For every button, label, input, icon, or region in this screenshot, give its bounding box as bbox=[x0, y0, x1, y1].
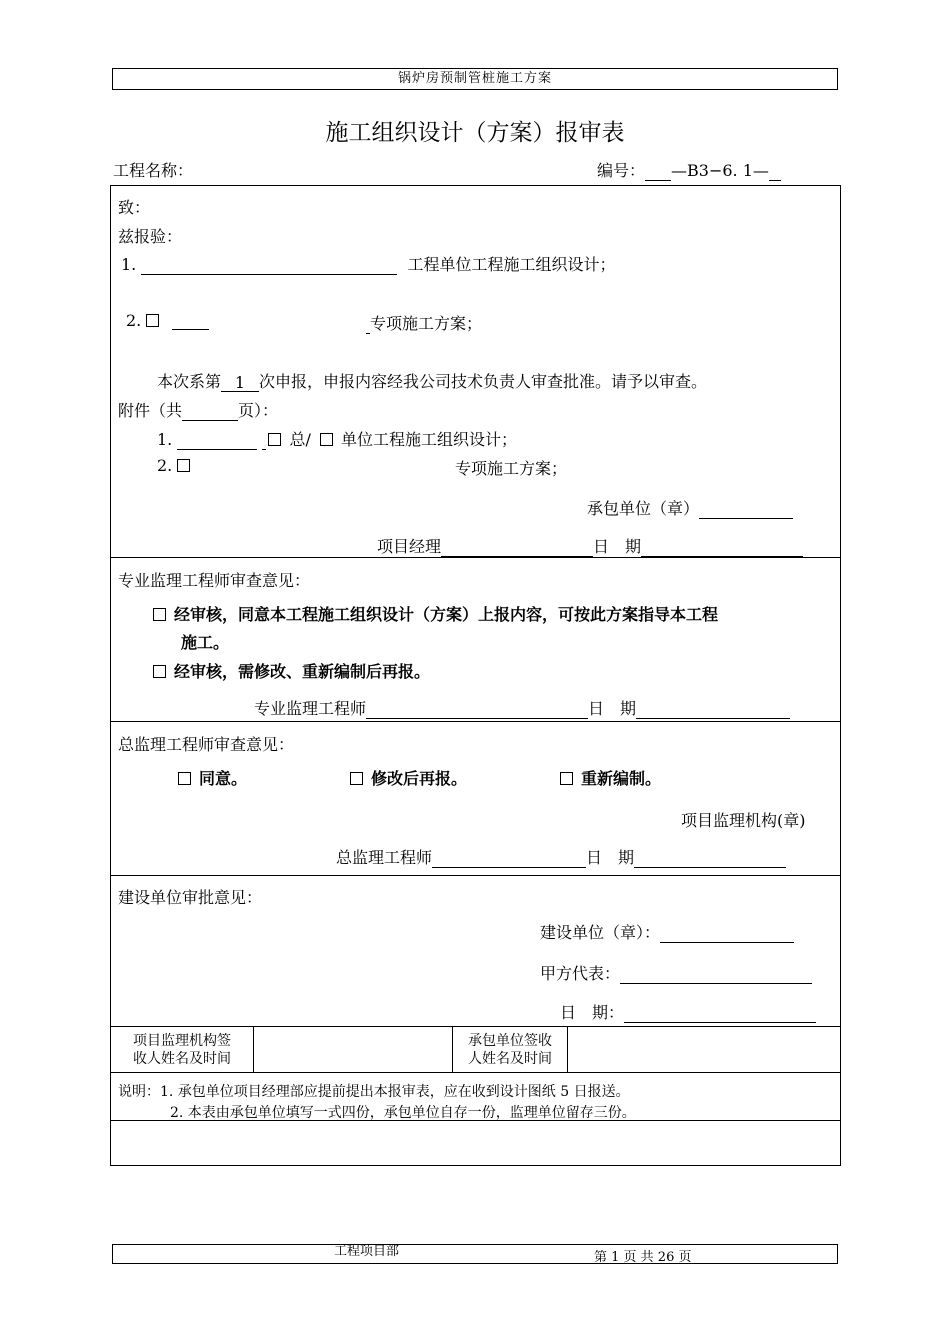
contractor-receipt-field[interactable] bbox=[568, 1027, 840, 1072]
submit-label: 兹报验： bbox=[118, 227, 183, 246]
chief-option-revise bbox=[350, 766, 467, 789]
chief-signature bbox=[336, 845, 786, 868]
attachments-count-field[interactable] bbox=[182, 402, 238, 421]
owner-date-field[interactable] bbox=[624, 1004, 816, 1023]
row-divider-2 bbox=[110, 721, 841, 722]
attachment-1-checkbox-total[interactable] bbox=[268, 433, 281, 446]
owner-rep-field[interactable] bbox=[620, 965, 812, 984]
contractor-receipt-label-line2: 人姓名及时间 bbox=[468, 1051, 552, 1067]
row-divider-1 bbox=[110, 557, 841, 558]
item-2-checkbox[interactable] bbox=[146, 314, 159, 327]
item-1-text: 工程单位工程施工组织设计； bbox=[407, 255, 616, 274]
attachment-2-number: 2. bbox=[157, 456, 173, 475]
specialist-option-1 bbox=[153, 602, 718, 625]
specialist-option-2 bbox=[153, 659, 430, 682]
item-2-field[interactable] bbox=[172, 311, 209, 330]
owner-opinion-heading: 建设单位审批意见： bbox=[118, 888, 263, 907]
specialist-date-field[interactable] bbox=[636, 700, 790, 719]
pm-field[interactable] bbox=[441, 538, 593, 557]
pm-date-label: 日 期 bbox=[593, 537, 642, 556]
contractor-field[interactable] bbox=[699, 500, 793, 519]
item-2 bbox=[126, 311, 209, 330]
table-top-border bbox=[110, 185, 841, 186]
document-footer bbox=[112, 1244, 838, 1264]
chief-option-agree-text: 同意。 bbox=[199, 769, 248, 788]
pm-signature bbox=[377, 534, 803, 557]
specialist-option-1-cont: 施工。 bbox=[181, 633, 230, 652]
pm-date-field[interactable] bbox=[641, 538, 803, 557]
chief-option-rewrite bbox=[560, 766, 661, 789]
table-left-border bbox=[110, 185, 111, 1166]
attachment-1-field[interactable] bbox=[177, 431, 257, 450]
chief-option-agree-checkbox[interactable] bbox=[178, 772, 191, 785]
owner-rep-label: 甲方代表： bbox=[540, 964, 621, 983]
form-number-blank[interactable] bbox=[645, 162, 671, 181]
chief-label: 总监理工程师 bbox=[336, 848, 433, 867]
chief-opinion-heading: 总监理工程师审查意见： bbox=[118, 735, 295, 754]
document-header bbox=[112, 68, 838, 90]
form-number-label: 编号： bbox=[597, 161, 646, 180]
specialist-option-1-text: 经审核，同意本工程施工组织设计（方案）上报内容，可按此方案指导本工程 bbox=[174, 605, 719, 624]
specialist-label: 专业监理工程师 bbox=[254, 699, 367, 718]
chief-option-revise-checkbox[interactable] bbox=[350, 772, 363, 785]
specialist-signature bbox=[254, 696, 790, 719]
to-label: 致： bbox=[118, 198, 151, 217]
note-line-2: 2. 本表由承包单位填写一式四份，承包单位自存一份，监理单位留存三份。 bbox=[170, 1105, 636, 1121]
attachment-1-number: 1. bbox=[157, 430, 173, 449]
contractor-receipt-label bbox=[453, 1032, 567, 1068]
specialist-option-2-checkbox[interactable] bbox=[153, 665, 166, 678]
attachment-2-checkbox[interactable] bbox=[177, 459, 190, 472]
pm-label: 项目经理 bbox=[377, 537, 442, 556]
footer-page-number: 第 1 页 共 26 页 bbox=[594, 1250, 692, 1265]
table-bottom-border bbox=[110, 1165, 841, 1166]
supervision-org-seal: 项目监理机构(章) bbox=[681, 811, 806, 830]
item-1 bbox=[121, 252, 616, 275]
attachment-1-total: 总/ bbox=[289, 430, 311, 449]
chief-option-rewrite-checkbox[interactable] bbox=[560, 772, 573, 785]
submission-times bbox=[157, 369, 707, 392]
chief-field[interactable] bbox=[432, 849, 586, 868]
chief-date-field[interactable] bbox=[634, 849, 786, 868]
attachment-1-field-tail[interactable] bbox=[262, 431, 266, 450]
supervisor-receipt-label-line1: 项目监理机构签 bbox=[133, 1033, 231, 1049]
item-2-text: 专项施工方案； bbox=[370, 314, 483, 333]
form-number-blank-2[interactable] bbox=[769, 162, 781, 181]
project-name-label: 工程名称： bbox=[113, 161, 194, 180]
attachments-line bbox=[118, 398, 278, 421]
times-value[interactable]: 1 bbox=[221, 373, 259, 392]
specialist-option-1-checkbox[interactable] bbox=[153, 608, 166, 621]
supervisor-receipt-field[interactable] bbox=[254, 1027, 452, 1072]
chief-option-revise-text: 修改后再报。 bbox=[371, 769, 468, 788]
attachment-1-text: 单位工程施工组织设计； bbox=[340, 430, 517, 449]
attachment-1 bbox=[157, 427, 517, 450]
document-header-title: 锅炉房预制管桩施工方案 bbox=[397, 71, 552, 86]
chief-option-rewrite-text: 重新编制。 bbox=[581, 769, 662, 788]
chief-date-label: 日 期 bbox=[586, 848, 635, 867]
attachment-2 bbox=[157, 456, 198, 475]
item-2-text-wrap bbox=[366, 311, 482, 334]
owner-date bbox=[560, 1000, 816, 1023]
specialist-option-2-text: 经审核，需修改、重新编制后再报。 bbox=[174, 662, 431, 681]
specialist-field[interactable] bbox=[366, 700, 588, 719]
owner-date-label: 日 期： bbox=[560, 1003, 625, 1022]
specialist-opinion-heading: 专业监理工程师审查意见： bbox=[118, 571, 311, 590]
item-1-number: 1. bbox=[121, 255, 137, 274]
contractor-seal bbox=[587, 496, 793, 519]
form-number bbox=[597, 158, 781, 181]
row-divider-3 bbox=[110, 875, 841, 876]
chief-option-agree bbox=[178, 766, 247, 789]
attachment-1-checkbox-unit[interactable] bbox=[320, 433, 333, 446]
table-right-border bbox=[840, 185, 841, 1166]
contractor-receipt-label-line1: 承包单位签收 bbox=[468, 1033, 552, 1049]
attachments-suffix: 页）： bbox=[238, 401, 279, 420]
times-prefix: 本次系第 bbox=[157, 372, 222, 391]
footer-department: 工程项目部 bbox=[334, 1244, 400, 1259]
form-number-value: —B3−6. 1— bbox=[671, 161, 769, 180]
owner-unit-field[interactable] bbox=[660, 924, 794, 943]
form-title: 施工组织设计（方案）报审表 bbox=[325, 120, 625, 146]
supervisor-receipt-label-line2: 收人姓名及时间 bbox=[133, 1051, 231, 1067]
item-1-project-field[interactable] bbox=[141, 256, 397, 275]
owner-unit-label: 建设单位（章）： bbox=[540, 923, 661, 942]
owner-unit bbox=[540, 920, 794, 943]
item-2-number: 2. bbox=[126, 311, 142, 330]
owner-rep bbox=[540, 961, 812, 984]
specialist-date-label: 日 期 bbox=[588, 699, 637, 718]
attachment-2-text: 专项施工方案； bbox=[455, 459, 568, 478]
supervisor-receipt-label bbox=[111, 1032, 253, 1068]
note-line-1: 说明：1. 承包单位项目经理部应提前提出本报审表，应在收到设计图纸 5 日报送。 bbox=[118, 1084, 630, 1100]
attachments-prefix: 附件（共 bbox=[118, 401, 183, 420]
row-divider-5 bbox=[110, 1072, 841, 1073]
contractor-label: 承包单位（章） bbox=[587, 499, 700, 518]
times-suffix: 次申报，申报内容经我公司技术负责人审查批准。请予以审查。 bbox=[259, 372, 708, 391]
